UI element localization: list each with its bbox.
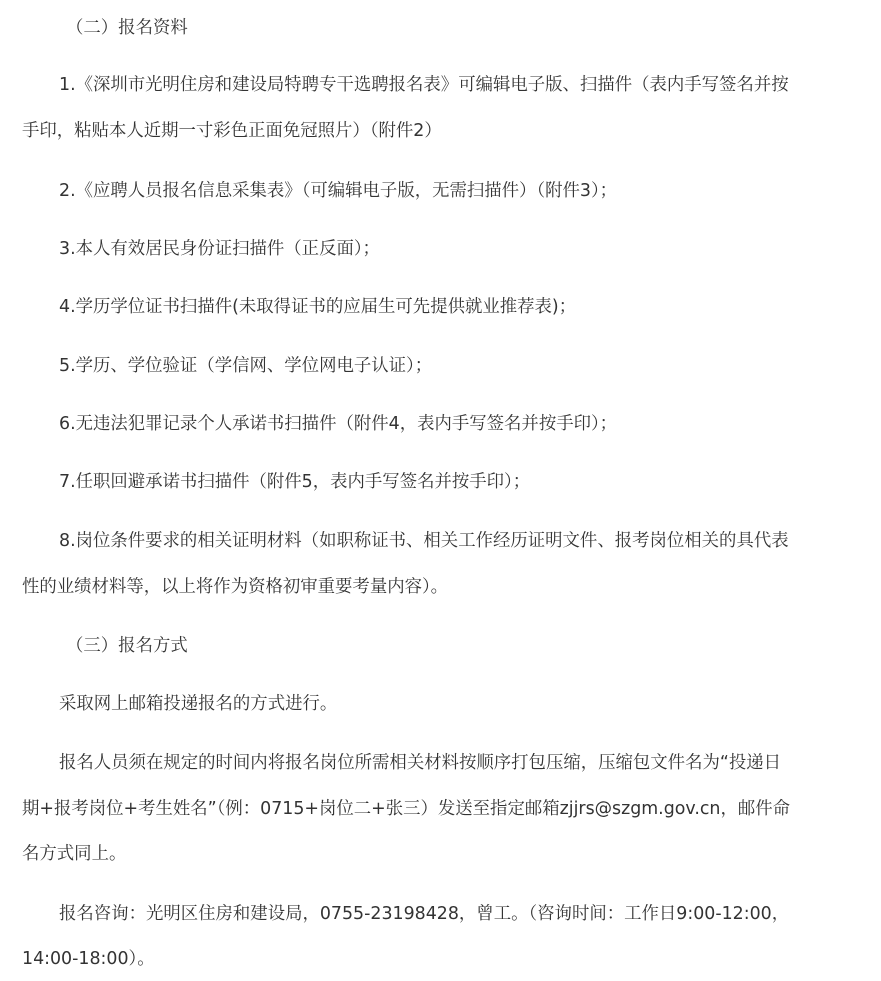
- material-item-8-line-2: 性的业绩材料等，以上将作为资格初审重要考量内容）。: [22, 577, 449, 597]
- material-item-4: 4.学历学位证书扫描件(未取得证书的应届生可先提供就业推荐表)；: [59, 297, 577, 317]
- material-item-1-line-2: 手印，粘贴本人近期一寸彩色正面免冠照片）（附件2）: [22, 121, 442, 141]
- material-item-3: 3.本人有效居民身份证扫描件（正反面）；: [59, 239, 380, 259]
- section-heading-method: （三）报名方式: [66, 636, 188, 656]
- section-heading-materials: （二）报名资料: [66, 18, 188, 38]
- method-paragraph-2-line-1: 报名人员须在规定的时间内将报名岗位所需相关材料按顺序打包压缩，压缩包文件名为“投递日: [59, 753, 782, 773]
- material-item-8-line-1: 8.岗位条件要求的相关证明材料（如职称证书、相关工作经历证明文件、报考岗位相关的具代表: [59, 531, 789, 551]
- material-item-5: 5.学历、学位验证（学信网、学位网电子认证）；: [59, 356, 433, 376]
- material-item-2: 2.《应聘人员报名信息采集表》（可编辑电子版，无需扫描件）（附件3）；: [59, 181, 618, 201]
- method-paragraph-1: 采取网上邮箱投递报名的方式进行。: [59, 694, 338, 714]
- consultation-line-1: 报名咨询：光明区住房和建设局，0755-23198428，曾工。（咨询时间：工作日9:00-12:00，: [59, 904, 790, 924]
- method-paragraph-2-line-2: 期+报考岗位+考生姓名”（例：0715+岗位二+张三）发送至指定邮箱zjjrs@szgm.gov.cn，邮件命: [22, 799, 791, 819]
- material-item-6: 6.无违法犯罪记录个人承诺书扫描件（附件4，表内手写签名并按手印）；: [59, 414, 618, 434]
- method-paragraph-2-line-3: 名方式同上。: [22, 844, 127, 864]
- material-item-1-line-1: 1.《深圳市光明住房和建设局特聘专干选聘报名表》可编辑电子版、扫描件（表内手写签名并按: [59, 75, 789, 95]
- material-item-7: 7.任职回避承诺书扫描件（附件5，表内手写签名并按手印）；: [59, 472, 531, 492]
- consultation-line-2: 14:00-18:00）。: [22, 949, 155, 969]
